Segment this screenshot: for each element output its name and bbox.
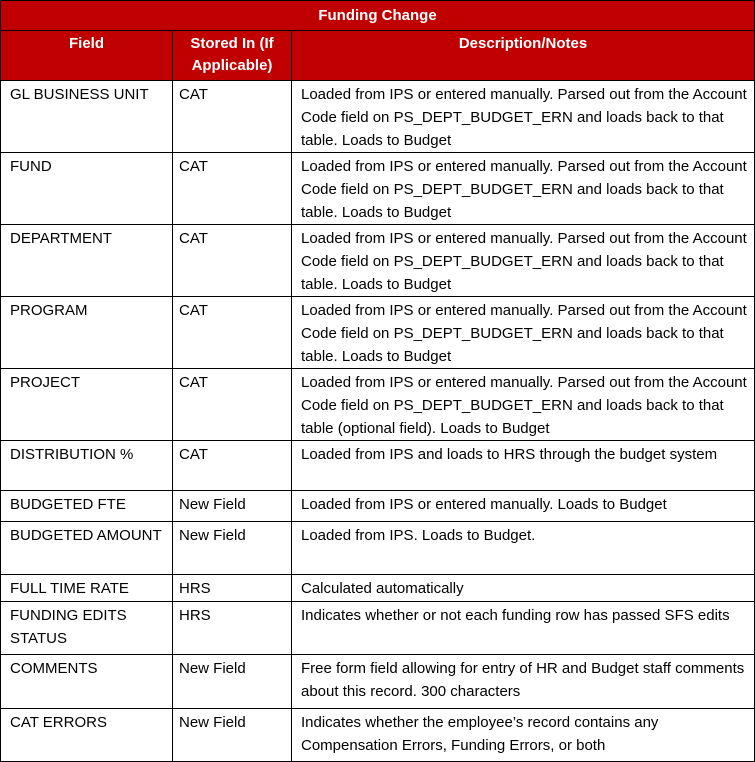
table-row (1, 153, 755, 225)
table-row (1, 491, 755, 522)
description-cell: Loaded from IPS. Loads to Budget. (292, 522, 755, 575)
description-cell: Loaded from IPS or entered manually. Parsed out from the Account Code field on PS_DEPT_BUDGET_ERN and loads back to that table. Loads to Budget (292, 81, 755, 153)
field-cell: FULL TIME RATE (1, 575, 173, 602)
stored-in-cell: New Field (173, 491, 292, 522)
table-header-row (1, 31, 755, 81)
field-cell: FUND (1, 153, 173, 225)
table-row (1, 369, 755, 441)
stored-in-cell: HRS (173, 602, 292, 655)
stored-in-cell: CAT (173, 153, 292, 225)
description-cell: Free form field allowing for entry of HR and Budget staff comments about this record. 300 characters (292, 655, 755, 709)
field-cell: DISTRIBUTION % (1, 441, 173, 491)
table-row (1, 297, 755, 369)
description-cell: Indicates whether or not each funding row has passed SFS edits (292, 602, 755, 655)
header-field: Field (1, 31, 173, 81)
table-row (1, 81, 755, 153)
table-row (1, 441, 755, 491)
field-cell: COMMENTS (1, 655, 173, 709)
stored-in-cell: HRS (173, 575, 292, 602)
stored-in-cell: CAT (173, 441, 292, 491)
description-cell: Indicates whether the employee’s record contains any Compensation Errors, Funding Errors, or both (292, 709, 755, 762)
stored-in-cell: New Field (173, 655, 292, 709)
header-stored-in: Stored In (If Applicable) (173, 31, 292, 81)
description-cell: Loaded from IPS or entered manually. Parsed out from the Account Code field on PS_DEPT_BUDGET_ERN and loads back to that table. Loads to Budget (292, 225, 755, 297)
stored-in-cell: CAT (173, 369, 292, 441)
description-cell: Loaded from IPS or entered manually. Parsed out from the Account Code field on PS_DEPT_BUDGET_ERN and loads back to that table. Loads to Budget (292, 297, 755, 369)
stored-in-cell: CAT (173, 297, 292, 369)
field-cell: FUNDING EDITS STATUS (1, 602, 173, 655)
table-row (1, 575, 755, 602)
stored-in-cell: New Field (173, 522, 292, 575)
description-cell: Calculated automatically (292, 575, 755, 602)
field-cell: CAT ERRORS (1, 709, 173, 762)
description-cell: Loaded from IPS or entered manually. Loads to Budget (292, 491, 755, 522)
description-cell: Loaded from IPS and loads to HRS through the budget system (292, 441, 755, 491)
description-cell: Loaded from IPS or entered manually. Parsed out from the Account Code field on PS_DEPT_BUDGET_ERN and loads back to that table. Loads to Budget (292, 153, 755, 225)
table-title-row (1, 1, 755, 31)
field-cell: BUDGETED FTE (1, 491, 173, 522)
table-title: Funding Change (1, 1, 755, 31)
table-row (1, 602, 755, 655)
table-row (1, 709, 755, 762)
table-row (1, 522, 755, 575)
stored-in-cell: New Field (173, 709, 292, 762)
header-description: Description/Notes (292, 31, 755, 81)
table-row (1, 655, 755, 709)
field-cell: PROGRAM (1, 297, 173, 369)
field-cell: GL BUSINESS UNIT (1, 81, 173, 153)
stored-in-cell: CAT (173, 81, 292, 153)
field-cell: BUDGETED AMOUNT (1, 522, 173, 575)
description-cell: Loaded from IPS or entered manually. Parsed out from the Account Code field on PS_DEPT_BUDGET_ERN and loads back to that table (optional field). Loads to Budget (292, 369, 755, 441)
stored-in-cell: CAT (173, 225, 292, 297)
table-row (1, 225, 755, 297)
field-cell: DEPARTMENT (1, 225, 173, 297)
field-cell: PROJECT (1, 369, 173, 441)
